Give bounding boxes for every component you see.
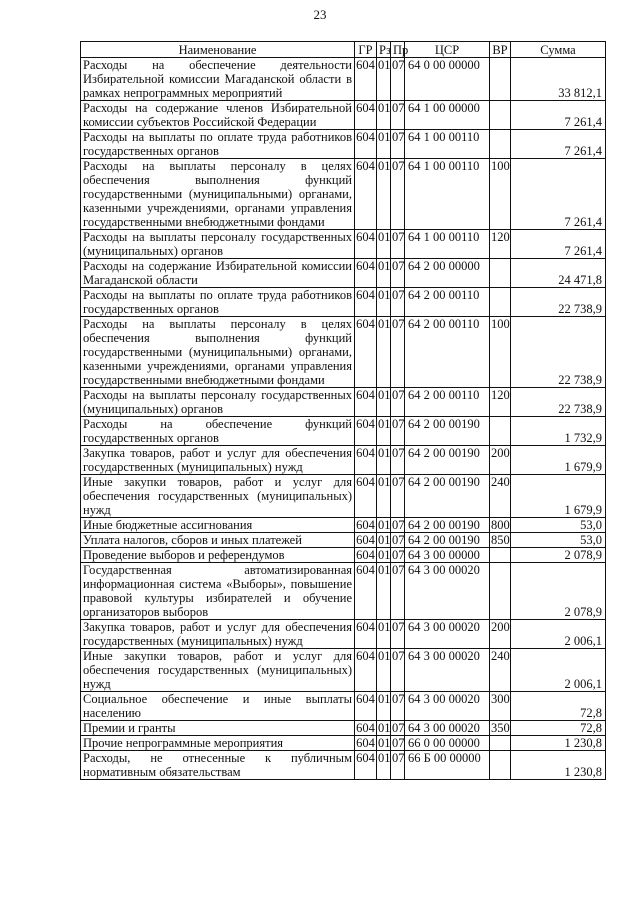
- cell-pr: 07: [392, 721, 405, 735]
- cell-sum: 24 471,8: [511, 259, 606, 288]
- table-row: [81, 388, 606, 417]
- cell-vr: [490, 751, 511, 780]
- cell-name: Расходы на обеспечение функций государственных органов: [81, 417, 355, 446]
- cell-sum: 2 006,1: [511, 620, 606, 649]
- cell-name: Социальное обеспечение и иные выплаты населению: [81, 692, 355, 721]
- cell-name: Закупка товаров, работ и услуг для обеспечения государственных (муниципальных) нужд: [81, 446, 355, 475]
- cell-csr: 64 2 00 00190: [405, 446, 490, 475]
- header-gr: ГР: [355, 42, 377, 58]
- cell-vr: [490, 563, 511, 620]
- cell-sum: 2 078,9: [511, 563, 606, 620]
- cell-vr: 100: [490, 159, 511, 230]
- table-row: [81, 518, 606, 533]
- cell-pr: 07: [391, 751, 405, 780]
- cell-rz: 01: [377, 751, 391, 780]
- cell-gr: 604: [355, 417, 377, 446]
- cell-pr: 07: [392, 548, 405, 562]
- cell-vr: 120: [490, 388, 511, 417]
- table-row: [81, 751, 606, 780]
- cell-name: Расходы на выплаты по оплате труда работников государственных органов: [81, 130, 355, 159]
- table-row: [81, 317, 606, 388]
- cell-rz: 01: [377, 130, 391, 159]
- cell-rz: 01: [377, 563, 391, 620]
- cell-name: Расходы на выплаты персоналу государственных (муниципальных) органов: [81, 388, 355, 417]
- cell-rz: 01: [377, 446, 391, 475]
- cell-sum: 7 261,4: [511, 130, 606, 159]
- cell-vr: 200: [490, 620, 511, 649]
- header-pr: Пр: [391, 42, 405, 58]
- cell-gr: 604: [355, 751, 377, 780]
- cell-rz: 01: [377, 620, 391, 649]
- cell-sum: 22 738,9: [511, 288, 606, 317]
- header-vr: ВР: [490, 42, 511, 58]
- cell-vr: 800: [491, 518, 510, 532]
- cell-vr: [490, 101, 511, 130]
- cell-gr: 604: [355, 692, 377, 721]
- cell-rz: 01: [378, 548, 391, 562]
- cell-rz: 01: [377, 159, 391, 230]
- cell-pr: 07: [391, 317, 405, 388]
- cell-name: Расходы на выплаты персоналу государственных (муниципальных) органов: [81, 230, 355, 259]
- table-row: [81, 159, 606, 230]
- cell-gr: 604: [356, 721, 375, 735]
- table-row: [81, 721, 606, 736]
- cell-sum: 1 679,9: [511, 446, 606, 475]
- cell-pr: 07: [391, 388, 405, 417]
- cell-pr: 07: [391, 159, 405, 230]
- table-header-row: [81, 42, 606, 58]
- table-row: [81, 548, 606, 563]
- table-row: [81, 130, 606, 159]
- cell-rz: 01: [377, 475, 391, 518]
- cell-sum: 7 261,4: [511, 159, 606, 230]
- cell-name: Государственная автоматизированная информационная система «Выборы», повышение правовой культуры избирателей и обучение организаторов выборов: [81, 563, 355, 620]
- cell-name: Иные закупки товаров, работ и услуг для обеспечения государственных (муниципальных) нужд: [81, 475, 355, 518]
- cell-sum: 7 261,4: [511, 230, 606, 259]
- cell-pr: 07: [391, 259, 405, 288]
- header-rz: Рз: [377, 42, 391, 58]
- cell-csr: 64 2 00 00190: [405, 518, 490, 533]
- cell-sum: 53,0: [511, 533, 606, 548]
- cell-gr: 604: [355, 563, 377, 620]
- cell-csr: 64 1 00 00110: [405, 230, 490, 259]
- cell-gr: 604: [356, 736, 375, 750]
- cell-pr: 07: [391, 230, 405, 259]
- cell-pr: 07: [391, 475, 405, 518]
- cell-gr: 604: [355, 230, 377, 259]
- cell-csr: 64 3 00 00020: [405, 692, 490, 721]
- cell-rz: 01: [377, 101, 391, 130]
- cell-csr: 64 2 00 00190: [405, 417, 490, 446]
- cell-pr: 07: [391, 649, 405, 692]
- cell-sum: 2 006,1: [511, 649, 606, 692]
- cell-rz: 01: [377, 388, 391, 417]
- cell-vr: [490, 548, 511, 563]
- cell-vr: [490, 259, 511, 288]
- cell-csr: 64 3 00 00000: [405, 548, 490, 563]
- cell-rz: 01: [377, 417, 391, 446]
- cell-csr: 66 Б 00 00000: [405, 751, 490, 780]
- cell-vr: 240: [490, 475, 511, 518]
- cell-csr: 64 0 00 00000: [405, 58, 490, 101]
- cell-rz: 01: [377, 288, 391, 317]
- cell-name: Проведение выборов и референдумов: [81, 548, 355, 563]
- cell-csr: 64 3 00 00020: [405, 721, 490, 736]
- cell-csr: 64 1 00 00110: [405, 159, 490, 230]
- table-row: [81, 230, 606, 259]
- cell-vr: [490, 130, 511, 159]
- cell-gr: 604: [355, 130, 377, 159]
- cell-name: Закупка товаров, работ и услуг для обеспечения государственных (муниципальных) нужд: [81, 620, 355, 649]
- table-row: [81, 417, 606, 446]
- cell-rz: 01: [378, 518, 391, 532]
- cell-csr: 64 3 00 00020: [405, 649, 490, 692]
- cell-gr: 604: [355, 259, 377, 288]
- cell-csr: 64 2 00 00190: [405, 475, 490, 518]
- cell-gr: 604: [355, 649, 377, 692]
- cell-sum: 1 230,8: [511, 736, 606, 751]
- cell-vr: [490, 736, 511, 751]
- cell-pr: 07: [391, 563, 405, 620]
- cell-vr: 100: [490, 317, 511, 388]
- cell-vr: 200: [490, 446, 511, 475]
- cell-pr: 07: [391, 446, 405, 475]
- cell-sum: 72,8: [511, 692, 606, 721]
- header-name: Наименование: [81, 42, 355, 58]
- cell-csr: 64 2 00 00000: [405, 259, 490, 288]
- cell-vr: [490, 288, 511, 317]
- cell-gr: 604: [356, 548, 375, 562]
- cell-pr: 07: [391, 620, 405, 649]
- cell-gr: 604: [355, 446, 377, 475]
- cell-pr: 07: [391, 417, 405, 446]
- cell-csr: 64 2 00 00110: [405, 388, 490, 417]
- table-row: [81, 259, 606, 288]
- cell-rz: 01: [378, 736, 391, 750]
- cell-csr: 64 1 00 00000: [405, 101, 490, 130]
- cell-rz: 01: [378, 721, 391, 735]
- cell-sum: 22 738,9: [511, 388, 606, 417]
- cell-vr: [490, 58, 511, 101]
- cell-rz: 01: [377, 317, 391, 388]
- cell-gr: 604: [355, 288, 377, 317]
- cell-rz: 01: [377, 649, 391, 692]
- cell-gr: 604: [355, 159, 377, 230]
- cell-name: Иные бюджетные ассигнования: [81, 518, 355, 533]
- cell-sum: 1 230,8: [511, 751, 606, 780]
- cell-sum: 53,0: [511, 518, 606, 533]
- cell-gr: 604: [356, 518, 375, 532]
- cell-rz: 01: [377, 692, 391, 721]
- cell-name: Расходы на содержание членов Избирательной комиссии субъектов Российской Федерации: [81, 101, 355, 130]
- cell-name: Расходы на обеспечение деятельности Избирательной комиссии Магаданской области в рамках непрограммных мероприятий: [81, 58, 355, 101]
- table-row: [81, 736, 606, 751]
- cell-pr: 07: [392, 736, 405, 750]
- cell-sum: 72,8: [511, 721, 606, 736]
- cell-vr: 350: [491, 721, 510, 735]
- cell-gr: 604: [355, 317, 377, 388]
- header-csr: ЦСР: [405, 42, 490, 58]
- cell-gr: 604: [355, 58, 377, 101]
- cell-pr: 07: [391, 692, 405, 721]
- cell-vr: 850: [491, 533, 510, 547]
- cell-vr: 300: [490, 692, 511, 721]
- table-row: [81, 649, 606, 692]
- cell-sum: 7 261,4: [511, 101, 606, 130]
- cell-csr: 64 3 00 00020: [405, 563, 490, 620]
- cell-name: Расходы на содержание Избирательной комиссии Магаданской области: [81, 259, 355, 288]
- cell-gr: 604: [356, 533, 375, 547]
- header-sum: Сумма: [511, 42, 606, 58]
- page-number: 23: [313, 7, 327, 22]
- table-row: [81, 533, 606, 548]
- table-row: [81, 101, 606, 130]
- cell-sum: 2 078,9: [511, 548, 606, 563]
- cell-csr: 64 2 00 00110: [405, 317, 490, 388]
- cell-name: Расходы на выплаты персоналу в целях обеспечения выполнения функций государственными (муниципальными) органами, казенными учреждениями, органами управления государственными внебюджетными фондами: [81, 159, 355, 230]
- cell-gr: 604: [355, 101, 377, 130]
- cell-pr: 07: [391, 101, 405, 130]
- table-row: [81, 288, 606, 317]
- budget-table: [80, 41, 606, 780]
- cell-sum: 1 679,9: [511, 475, 606, 518]
- cell-pr: 07: [391, 288, 405, 317]
- cell-sum: 22 738,9: [511, 317, 606, 388]
- cell-rz: 01: [377, 230, 391, 259]
- cell-name: Прочие непрограммные мероприятия: [81, 736, 355, 751]
- cell-name: Расходы, не отнесенные к публичным нормативным обязательствам: [81, 751, 355, 780]
- cell-gr: 604: [355, 388, 377, 417]
- cell-pr: 07: [391, 130, 405, 159]
- cell-vr: 120: [490, 230, 511, 259]
- cell-name: Иные закупки товаров, работ и услуг для обеспечения государственных (муниципальных) нужд: [81, 649, 355, 692]
- cell-csr: 64 3 00 00020: [405, 620, 490, 649]
- cell-csr: 66 0 00 00000: [405, 736, 490, 751]
- cell-gr: 604: [355, 620, 377, 649]
- cell-csr: 64 2 00 00110: [405, 288, 490, 317]
- cell-pr: 07: [392, 518, 405, 532]
- cell-name: Расходы на выплаты по оплате труда работников государственных органов: [81, 288, 355, 317]
- cell-rz: 01: [378, 533, 391, 547]
- table-row: [81, 446, 606, 475]
- table-body: [81, 58, 606, 780]
- table-row: [81, 692, 606, 721]
- cell-rz: 01: [377, 259, 391, 288]
- table-row: [81, 58, 606, 101]
- table-row: [81, 620, 606, 649]
- cell-sum: 1 732,9: [511, 417, 606, 446]
- cell-gr: 604: [355, 475, 377, 518]
- cell-pr: 07: [391, 58, 405, 101]
- cell-name: Уплата налогов, сборов и иных платежей: [81, 533, 355, 548]
- cell-vr: [490, 417, 511, 446]
- cell-name: Расходы на выплаты персоналу в целях обеспечения выполнения функций государственными (муниципальными) органами, казенными учреждениями, органами управления государственными внебюджетными фондами: [81, 317, 355, 388]
- cell-csr: 64 2 00 00190: [405, 533, 490, 548]
- table-row: [81, 563, 606, 620]
- cell-csr: 64 1 00 00110: [405, 130, 490, 159]
- table-row: [81, 475, 606, 518]
- cell-rz: 01: [377, 58, 391, 101]
- cell-vr: 240: [490, 649, 511, 692]
- cell-name: Премии и гранты: [81, 721, 355, 736]
- cell-pr: 07: [392, 533, 405, 547]
- cell-sum: 33 812,1: [511, 58, 606, 101]
